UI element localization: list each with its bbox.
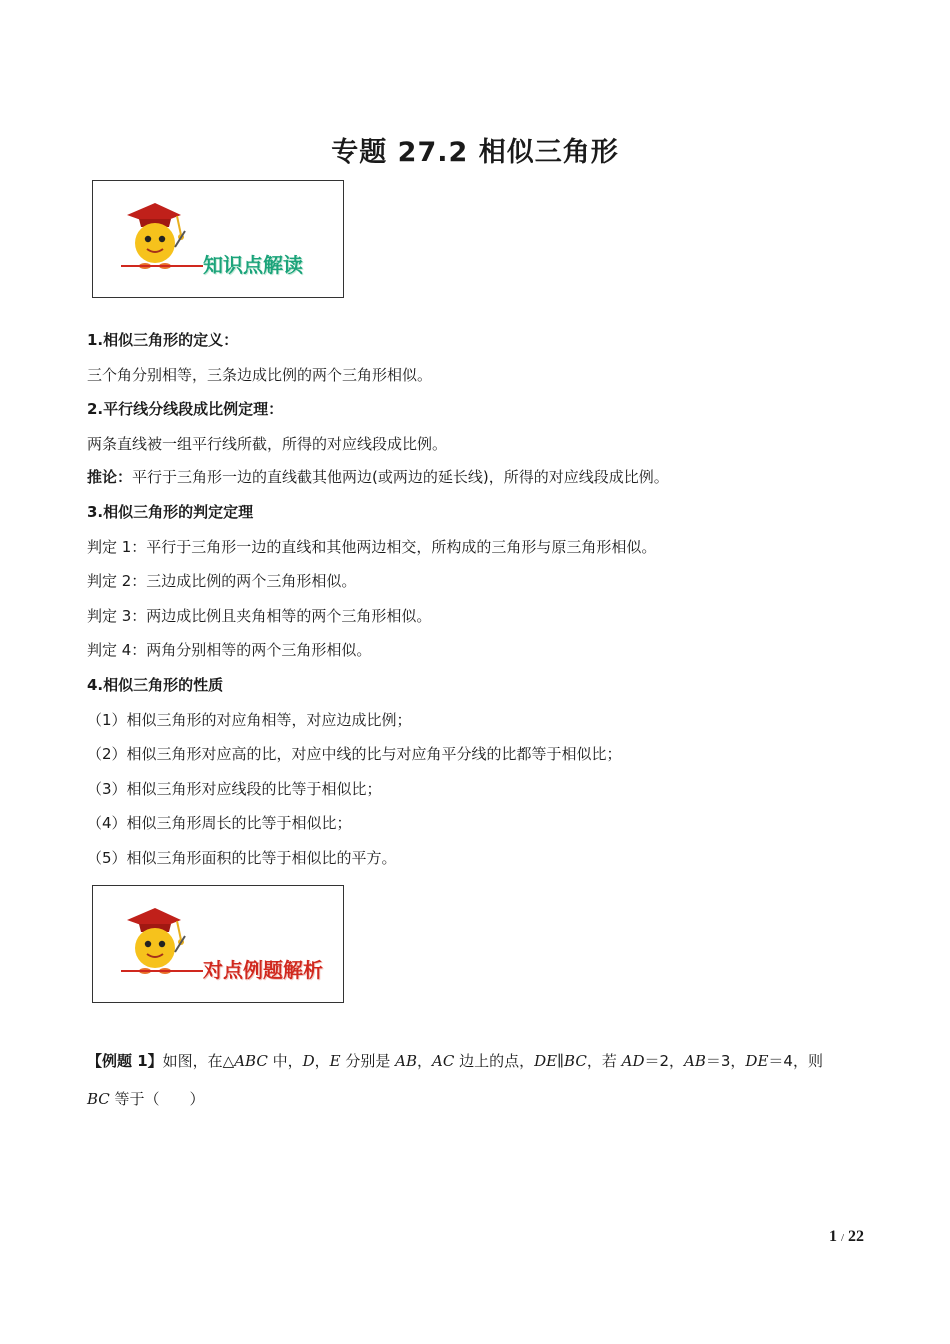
example-text: ，若 bbox=[586, 1052, 622, 1070]
example-text: ， bbox=[314, 1052, 330, 1070]
section-3-heading: 3.相似三角形的判定定理 bbox=[87, 503, 254, 521]
example-text: 如图，在△ bbox=[162, 1052, 235, 1070]
banner-label: 对点例题解析 bbox=[203, 958, 323, 982]
example-1 bbox=[87, 1042, 877, 1118]
math-var: AB bbox=[395, 1052, 418, 1070]
corollary-text: 平行于三角形一边的直线截其他两边(或两边的延长线)，所得的对应线段成比例。 bbox=[132, 468, 669, 486]
page-number bbox=[829, 1228, 864, 1246]
section-banner-knowledge bbox=[92, 180, 344, 298]
criterion-item: 判定 1：平行于三角形一边的直线和其他两边相交，所构成的三角形与原三角形相似。 bbox=[87, 538, 657, 556]
example-text: 中， bbox=[267, 1052, 303, 1070]
section-2-text: 两条直线被一组平行线所截，所得的对应线段成比例。 bbox=[87, 435, 448, 453]
section-1-heading: 1.相似三角形的定义： bbox=[87, 331, 239, 349]
example-text: ＝3， bbox=[705, 1052, 746, 1070]
section-1-text: 三个角分别相等，三条边成比例的两个三角形相似。 bbox=[87, 366, 433, 384]
property-item: （4）相似三角形周长的比等于相似比； bbox=[87, 814, 352, 832]
page-title: 专题 27.2 相似三角形 bbox=[331, 137, 619, 168]
mascot-graduate-icon bbox=[115, 896, 195, 976]
section-2-corollary bbox=[87, 466, 669, 488]
math-var: ABC bbox=[234, 1052, 268, 1070]
criterion-item: 判定 2：三边成比例的两个三角形相似。 bbox=[87, 572, 357, 590]
example-text: 边上的点， bbox=[454, 1052, 535, 1070]
example-text: 等于（ ） bbox=[109, 1090, 205, 1108]
math-var: DE∥BC bbox=[534, 1052, 587, 1070]
example-text: ＝2， bbox=[644, 1052, 685, 1070]
property-item: （1）相似三角形的对应角相等，对应边成比例； bbox=[87, 711, 412, 729]
corollary-lead: 推论： bbox=[87, 468, 133, 486]
example-text: ＝4，则 bbox=[768, 1052, 823, 1070]
math-var: AB bbox=[684, 1052, 706, 1070]
example-text: 分别是 bbox=[340, 1052, 396, 1070]
criterion-item: 判定 4：两角分别相等的两个三角形相似。 bbox=[87, 641, 372, 659]
section-banner-examples bbox=[92, 885, 344, 1003]
section-4-heading: 4.相似三角形的性质 bbox=[87, 676, 224, 694]
criterion-item: 判定 3：两边成比例且夹角相等的两个三角形相似。 bbox=[87, 607, 432, 625]
banner-red-line bbox=[121, 265, 203, 267]
property-item: （5）相似三角形面积的比等于相似比的平方。 bbox=[87, 849, 397, 867]
mascot-graduate-icon bbox=[115, 191, 195, 271]
example-text: ， bbox=[417, 1052, 433, 1070]
banner-red-line bbox=[121, 970, 203, 972]
math-var: BC bbox=[87, 1090, 110, 1108]
property-item: （3）相似三角形对应线段的比等于相似比； bbox=[87, 780, 382, 798]
banner-label: 知识点解读 bbox=[203, 253, 303, 277]
math-var: AD bbox=[621, 1052, 645, 1070]
math-var: E bbox=[329, 1052, 341, 1070]
math-var: DE bbox=[745, 1052, 769, 1070]
page-separator: / bbox=[840, 1232, 844, 1244]
page-total: 22 bbox=[848, 1228, 864, 1245]
section-2-heading: 2.平行线分线段成比例定理： bbox=[87, 400, 284, 418]
math-var: D bbox=[302, 1052, 315, 1070]
math-var: AC bbox=[432, 1052, 455, 1070]
example-tag: 【例题 1】 bbox=[87, 1052, 163, 1070]
page-current: 1 bbox=[828, 1228, 837, 1245]
property-item: （2）相似三角形对应高的比，对应中线的比与对应角平分线的比都等于相似比； bbox=[87, 745, 622, 763]
